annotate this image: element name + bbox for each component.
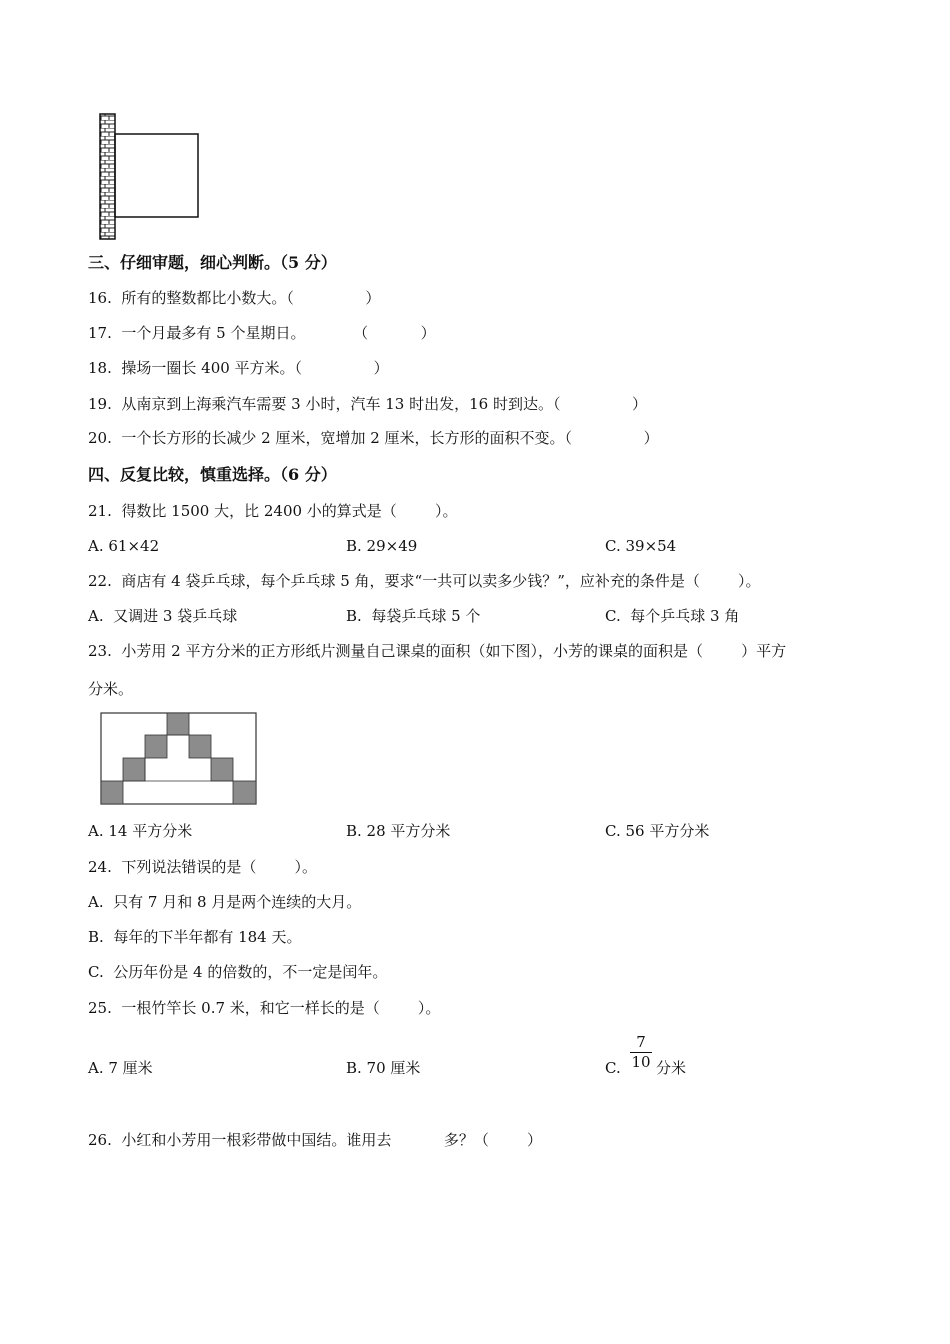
square-tile xyxy=(145,735,167,758)
question-20: 20. 一个长方形的长减少 2 厘米，宽增加 2 厘米，长方形的面积不变。（ ） xyxy=(88,429,659,447)
q22-option-a: A. 又调进 3 袋乒乓球 xyxy=(88,607,238,625)
question-25: 25. 一根竹竿长 0.7 米，和它一样长的是（ ）。 xyxy=(88,999,441,1017)
fraction-denominator: 10 xyxy=(631,1053,651,1071)
square-tile xyxy=(211,758,233,781)
question-19: 19. 从南京到上海乘汽车需要 3 小时，汽车 13 时出发，16 时到达。（ ） xyxy=(88,395,647,413)
q23-option-b: B. 28 平方分米 xyxy=(346,822,451,840)
question-22: 22. 商店有 4 袋乒乓球，每个乒乓球 5 角，要求“一共可以卖多少钱？”，应补充的条件是（ ）。 xyxy=(88,572,761,590)
question-21: 21. 得数比 1500 大，比 2400 小的算式是（ ）。 xyxy=(88,502,458,520)
square-tile xyxy=(123,758,145,781)
q25-option-c-fraction xyxy=(630,1033,652,1071)
brick-wall xyxy=(100,114,115,239)
fraction-numerator: 7 xyxy=(630,1033,652,1053)
section3-heading: 三、仔细审题，细心判断。（5 分） xyxy=(88,253,337,272)
q24-option-a: A. 只有 7 月和 8 月是两个连续的大月。 xyxy=(88,893,362,911)
q22-option-c: C. 每个乒乓球 3 角 xyxy=(605,607,740,625)
square-tile xyxy=(189,735,211,758)
q21-option-c: C. 39×54 xyxy=(605,537,677,555)
desk-squares-figure xyxy=(100,712,258,806)
q22-option-b: B. 每袋乒乓球 5 个 xyxy=(346,607,481,625)
question-17: 17. 一个月最多有 5 个星期日。 （ ） xyxy=(88,324,436,342)
q25-option-c-unit: 分米 xyxy=(656,1059,687,1077)
q25-option-b: B. 70 厘米 xyxy=(346,1059,421,1077)
question-26: 26. 小红和小芳用一根彩带做中国结。谁用去 多？（ ） xyxy=(88,1131,542,1149)
square-tile xyxy=(167,713,189,735)
question-16: 16. 所有的整数都比小数大。（ ） xyxy=(88,289,381,307)
section4-heading: 四、反复比较，慎重选择。（6 分） xyxy=(88,465,337,484)
q24-option-c: C. 公历年份是 4 的倍数的，不一定是闰年。 xyxy=(88,963,388,981)
wall-rectangle-figure xyxy=(98,112,202,242)
question-23: 23. 小芳用 2 平方分米的正方形纸片测量自己课桌的面积（如下图），小芳的课桌的面积是（ ）平方 xyxy=(88,642,787,660)
question-24: 24. 下列说法错误的是（ ）。 xyxy=(88,858,318,876)
rectangle-against-wall xyxy=(115,134,198,217)
question-18: 18. 操场一圈长 400 平方米。（ ） xyxy=(88,359,389,377)
square-tile xyxy=(233,781,256,804)
q23-option-a: A. 14 平方分米 xyxy=(88,822,193,840)
square-tile xyxy=(101,781,123,804)
q21-option-a: A. 61×42 xyxy=(88,537,160,555)
q25-option-a: A. 7 厘米 xyxy=(88,1059,153,1077)
q25-option-c-prefix: C. xyxy=(605,1059,621,1077)
q21-option-b: B. 29×49 xyxy=(346,537,418,555)
question-23-continued: 分米。 xyxy=(88,680,134,698)
q24-option-b: B. 每年的下半年都有 184 天。 xyxy=(88,928,302,946)
q23-option-c: C. 56 平方分米 xyxy=(605,822,710,840)
